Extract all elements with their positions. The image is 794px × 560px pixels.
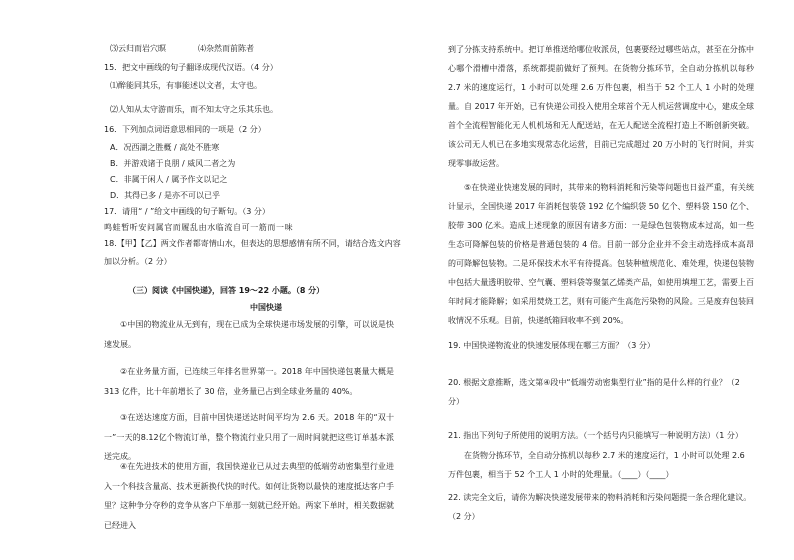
paragraph-5: ⑤在快递业快速发展的同时，其带来的物料消耗和污染等问题也日益严重，有关统计显示，全国快递 2017 年消耗包装袋 192 亿个编织袋 50 亿个、塑料袋 150 亿个、胶带 300 亿米。造成上述现象的原因有诸多方面：一是绿色包装物成本过高，如一些生态可降解包装的价格是普通包装的 4 倍。目前一部分企业并不会主动选择成本高昂的可降解包装物。二是环保技术水平有待提高。包装种植规范化、难处理，快递包装物中包括大量透明胶带、空气囊、塑料袋等聚氯乙烯类产品，如使用填埋工艺，需要上百年时间才能降解；如采用焚烧工艺，则有可能产生高危污染物的风险。三是废弃包装回收情况不乐观。目前，快递纸箱回收率不到 20%。: [448, 183, 754, 325]
option-b: B．并游戏诸于良朋 / 威风二者之为: [110, 159, 236, 168]
item-line: ⑶云归而岩穴暝 ⑷杂然而前陈者: [110, 44, 254, 53]
paragraph-3: ③在送达速度方面，目前中国快递送达时间平均为 2.6 天。2018 年的“双十一”一天的8.12亿个物流订单，整个物流行业只用了一周时间就把这些订单基本派送完成。: [104, 413, 394, 461]
question-20: 20. 根据文意推断，选文第④段中“低端劳动密集型行业”指的是什么样的行业？（2 分）: [448, 378, 740, 406]
question-16: 16．下列加点词语意思相同的一项是（2 分）: [104, 125, 266, 134]
paragraph-4-cont: 到了分拣支持系统中。把订单推送给哪位收派员，包裹要经过哪些站点，甚至在分拣中心哪个滑槽中滑落，系统都提前做好了预判。在货物分拣环节，全自动分拣机以每秒 2.7 米的速度运行，1 小时可以处理 2.6 万件包裹，相当于 52 个工人 1 小时的处理量。自 2017 年开始，已有快递公司投入使用全球首个无人机运营调度中心，建成全球首个全流程智能化无人机机场和无人配送站，在无人配送全流程打造上不断创新突破。该公司无人机已在多地实现常态化运营，目前已完成超过 20 万小时的飞行时间，并实现零事故运营。: [448, 45, 754, 168]
section-heading: （三）阅读《中国快递》，回答 19～22 小题。（8 分）: [128, 286, 325, 295]
question-18-cont: 加以分析。（2 分）: [104, 257, 172, 266]
option-c: C．非属于闲人 / 属予作文以记之: [110, 175, 228, 184]
item-line: ⑴醉能同其乐，有事能述以文者，太守也。: [110, 81, 262, 90]
question-21: 21. 指出下列句子所使用的说明方法。（一个括号内只能填写一种说明方法）（1 分）: [448, 431, 743, 440]
question-19: 19. 中国快递物流业的快速发展体现在哪三方面？（3 分）: [448, 341, 655, 350]
paragraph-4: ④在先进技术的使用方面，我国快递业已从过去典型的低端劳动密集型行业进入一个科技含量高、技术更新换代快的时代。如何让货物以最快的速度抵达客户手里？这种争分夺秒的竞争从客户下单那一刻就已经开始。两家下单时，相关数据就已经进入: [104, 462, 394, 530]
option-a: A．况西湖之胜概 / 高处不胜寒: [110, 143, 220, 152]
question-22: 22. 读完全文后，请你为解决快递发展带来的物料消耗和污染问题提一条合理化建议。（2 分）: [448, 493, 752, 521]
question-17: 17．请用“ / ”给文中画线的句子断句。（3 分）: [104, 207, 270, 216]
option-d: D．其得已多 / 是亦不可以已乎: [110, 191, 220, 200]
punctuation-sentence: 鸣蛙暂听安问属官而履乱由水临流自可一筋而一味: [104, 223, 294, 232]
paragraph-2: ②在业务量方面，已连续三年排名世界第一。2018 年中国快递包裹量大概是 313 亿件，比十年前增长了 30 倍，业务量已占到全球业务量的 40%。: [104, 367, 394, 396]
item-line: ⑵人知从太守游而乐，而不知太守之乐其乐也。: [110, 105, 278, 114]
question-21-sentence: 在货物分拣环节，全自动分拣机以每秒 2.7 米的速度运行，1 小时可以处理 2.6 万件包裹，相当于 52 个工人 1 小时的处理量。（____）（____）: [448, 451, 745, 479]
question-15: 15．把文中画线的句子翻译成现代汉语。（4 分）: [104, 63, 278, 72]
question-18: 18.【甲】【乙】两文作者都寄情山水，但表达的思想感情有所不同，请结合选文内容: [104, 239, 401, 248]
paragraph-1: ①中国的物流业从无到有，现在已成为全球快递市场发展的引擎，可以说是快速发展。: [104, 320, 394, 349]
article-title: 中国快递: [250, 303, 282, 312]
